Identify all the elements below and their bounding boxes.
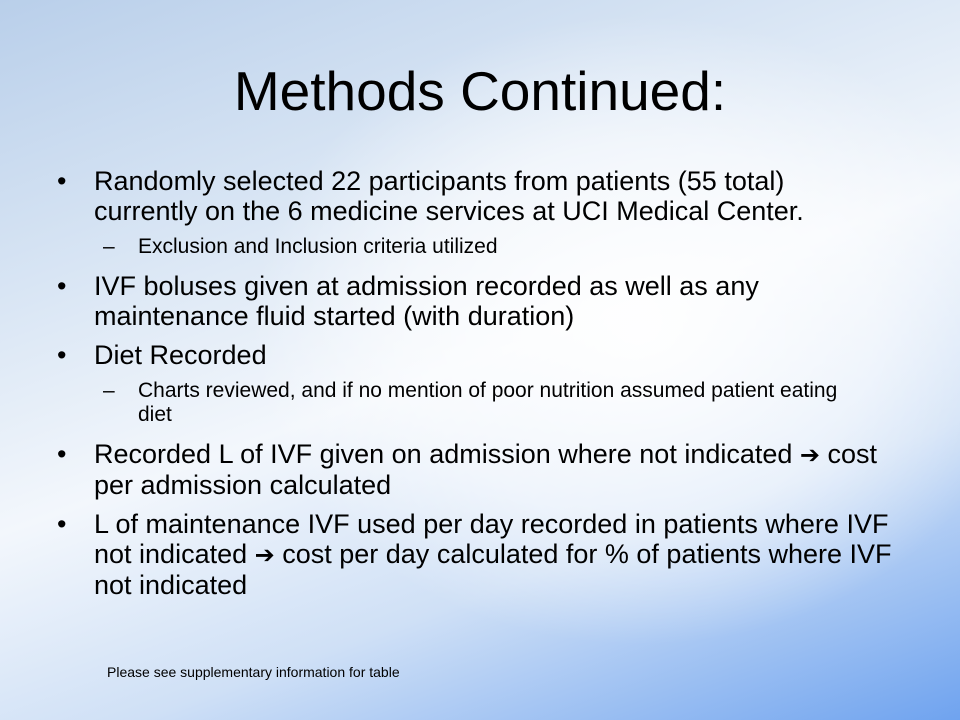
bullet-text: Randomly selected 22 participants from patients (55 total) currently on the 6 medicine services at UCI Medical Center. bbox=[94, 166, 804, 226]
sub-bullet-text: Charts reviewed, and if no mention of poor nutrition assumed patient eating diet bbox=[138, 379, 838, 426]
sub-bullet-text: Exclusion and Inclusion criteria utilized bbox=[138, 235, 498, 258]
bullet-glyph: • bbox=[57, 271, 67, 301]
footer-note: Please see supplementary information for table bbox=[107, 664, 400, 680]
bullet-text-end: cost per admission calculated bbox=[94, 439, 878, 500]
slide-title: Methods Continued: bbox=[233, 60, 727, 122]
bullet-text: Diet Recorded bbox=[94, 340, 267, 370]
dash-glyph: – bbox=[103, 379, 115, 402]
dash-glyph: – bbox=[103, 235, 115, 258]
bullet-item bbox=[0, 271, 894, 331]
bullet-item bbox=[0, 439, 894, 500]
bullet-item bbox=[0, 509, 894, 600]
bullet-text: IVF boluses given at admission recorded as well as any maintenance fluid started (with duration) bbox=[94, 271, 759, 331]
bullet-item bbox=[0, 340, 894, 370]
bullet-item bbox=[0, 166, 894, 226]
bullet-text-start: Recorded L of IVF given on admission where not indicated bbox=[94, 439, 800, 469]
arrow-icon: ➔ bbox=[254, 541, 275, 569]
bullet-glyph: • bbox=[57, 340, 67, 370]
sub-bullet-item bbox=[0, 379, 868, 427]
sub-bullet-item bbox=[0, 235, 868, 259]
bullet-text-end: cost per day calculated for % of patients where IVF not indicated bbox=[94, 539, 892, 600]
slide-content bbox=[0, 166, 960, 609]
bullet-glyph: • bbox=[57, 509, 67, 539]
arrow-icon: ➔ bbox=[799, 441, 821, 469]
bullet-text-start: L of maintenance IVF used per day recorded in patients where IVF not indicated bbox=[94, 509, 889, 569]
bullet-glyph: • bbox=[57, 439, 67, 469]
bullet-glyph: • bbox=[57, 166, 67, 196]
